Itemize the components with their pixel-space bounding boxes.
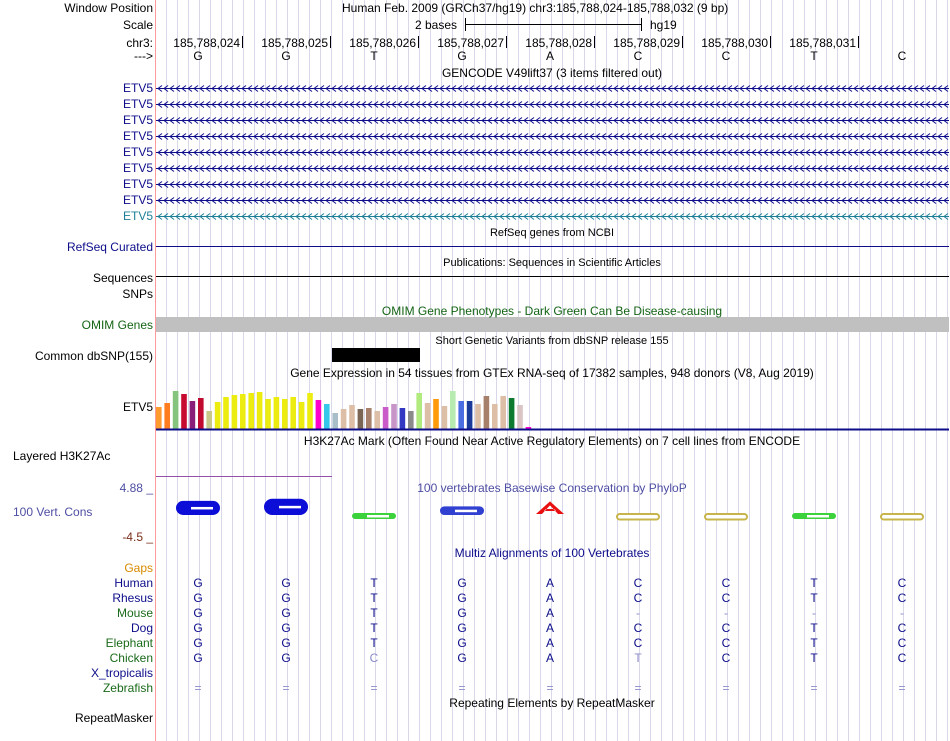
conservation-glyph-notch (191, 507, 213, 510)
alignment-base: = (810, 681, 818, 695)
gtex-tissue-bar (383, 407, 389, 429)
gencode-transcript-label[interactable]: ETV5 (122, 97, 153, 111)
repeatmasker-label[interactable]: RepeatMasker (74, 711, 153, 725)
gencode-transcript-label[interactable]: ETV5 (122, 113, 153, 127)
gtex-tissue-bar (475, 404, 481, 429)
gtex-tissue-bar (484, 396, 490, 429)
gtex-tissue-bar (450, 391, 456, 429)
conservation-glyph-notch (279, 506, 301, 509)
alignment-base: C (633, 636, 643, 650)
gtex-title: Gene Expression in 54 tissues from GTEx RNA-seq of 17382 samples, 948 donors (V8, Aug 2019) (290, 366, 814, 380)
gtex-tissue-bar (190, 401, 196, 429)
species-label[interactable]: Human (114, 576, 153, 590)
gtex-tissue-bar (307, 393, 313, 429)
gtex-tissue-bar (240, 394, 246, 429)
alignment-base: T (370, 606, 378, 620)
alignment-base: - (900, 606, 904, 620)
alignment-base: A (545, 591, 555, 605)
alignment-base: = (458, 681, 466, 695)
alignment-base: = (370, 681, 378, 695)
gtex-tissue-bar (467, 401, 473, 429)
gtex-tissue-bar (492, 404, 498, 429)
alignment-base: G (457, 621, 467, 635)
gtex-tissue-bar (391, 404, 397, 429)
alignment-base: T (634, 651, 642, 665)
reference-base: T (810, 49, 818, 63)
gtex-tissue-bar (517, 405, 523, 429)
snps-label[interactable]: SNPs (122, 287, 153, 301)
species-label[interactable]: Rhesus (112, 591, 153, 605)
species-label[interactable]: Mouse (116, 606, 153, 620)
alignment-base: T (810, 576, 818, 590)
alignment-base: = (546, 681, 554, 695)
alignment-base: = (282, 681, 290, 695)
alignment-base: T (810, 651, 818, 665)
gtex-tissue-bar (156, 407, 162, 429)
alignment-base: G (457, 576, 467, 590)
conservation-glyph-notch (455, 510, 477, 513)
alignment-base: = (634, 681, 642, 695)
position-tick: 185,788,030 (701, 36, 768, 50)
gtex-tissue-bar (290, 397, 296, 429)
gtex-tissue-bar (274, 397, 280, 429)
gtex-tissue-bar (332, 413, 338, 429)
alignment-base: G (281, 591, 291, 605)
alignment-base: A (545, 636, 555, 650)
gtex-tissue-bar (374, 411, 380, 429)
alignment-base: T (370, 576, 378, 590)
alignment-base: T (370, 591, 378, 605)
gencode-transcript-label[interactable]: ETV5 (122, 209, 153, 223)
gtex-tissue-bar (509, 398, 515, 429)
alignment-base: T (810, 636, 818, 650)
conservation-glyph (881, 514, 923, 520)
reference-base: A (545, 49, 555, 63)
alignment-base: G (193, 621, 203, 635)
gtex-tissue-bar (181, 394, 187, 429)
conservation-title: 100 vertebrates Basewise Conservation by PhyloP (417, 481, 687, 495)
alignment-base: C (721, 576, 731, 590)
gtex-tissue-bar (408, 411, 414, 429)
alignment-base: A (545, 576, 555, 590)
gtex-tissue-bar (299, 402, 305, 429)
gencode-transcript-label[interactable]: ETV5 (122, 193, 153, 207)
dbsnp-title: Short Genetic Variants from dbSNP release 155 (435, 335, 669, 347)
gtex-tissue-bar (366, 408, 372, 429)
gtex-tissue-bar (265, 399, 271, 429)
reference-base: C (897, 49, 907, 63)
alignment-base: - (812, 606, 816, 620)
conservation-glyph-notch (367, 515, 389, 518)
repeatmasker-title: Repeating Elements by RepeatMasker (449, 696, 655, 710)
gtex-tissue-bar (400, 408, 406, 429)
alignment-base: G (281, 606, 291, 620)
alignment-base: G (457, 636, 467, 650)
alignment-base: G (193, 636, 203, 650)
alignment-base: C (633, 621, 643, 635)
position-tick: 185,788,026 (349, 36, 416, 50)
gtex-tissue-bar (458, 401, 464, 429)
gtex-tissue-bar (206, 411, 212, 429)
alignment-base: C (721, 636, 731, 650)
gtex-gene-label[interactable]: ETV5 (122, 400, 153, 414)
alignment-base: C (897, 576, 907, 590)
strand-arrow: ---> (134, 49, 153, 63)
omim-genes-label[interactable]: OMIM Genes (81, 318, 153, 332)
alignment-base: T (810, 591, 818, 605)
species-label[interactable]: Zebrafish (102, 681, 153, 695)
assembly-label: hg19 (650, 18, 677, 32)
sequences-label[interactable]: Sequences (92, 271, 153, 285)
alignment-base: = (194, 681, 202, 695)
publications-title: Publications: Sequences in Scientific Articles (443, 257, 661, 269)
position-tick: 185,788,029 (613, 36, 680, 50)
alignment-base: G (457, 591, 467, 605)
alignment-base: C (897, 621, 907, 635)
alignment-base: - (636, 606, 640, 620)
gtex-tissue-bar (198, 398, 204, 429)
alignment-base: G (193, 651, 203, 665)
gtex-tissue-bar (500, 396, 506, 429)
conservation-label[interactable]: 100 Vert. Cons (13, 505, 93, 519)
alignment-base: C (633, 591, 643, 605)
position-tick: 185,788,024 (173, 36, 240, 50)
reference-base: G (193, 49, 203, 63)
alignment-base: G (281, 621, 291, 635)
window-position-text: Human Feb. 2009 (GRCh37/hg19) chr3:185,788,024-185,788,032 (9 bp) (342, 1, 729, 15)
gtex-tissue-bar (425, 403, 431, 429)
alignment-base: C (721, 621, 731, 635)
gencode-transcript-label[interactable]: ETV5 (122, 161, 153, 175)
conservation-glyph (705, 514, 747, 520)
reference-base: G (457, 49, 467, 63)
chr-label: chr3: (126, 36, 153, 50)
alignment-base: A (545, 651, 555, 665)
gtex-tissue-bar (316, 400, 322, 429)
species-label[interactable]: Chicken (109, 651, 153, 665)
alignment-base: G (193, 606, 203, 620)
conservation-max: 4.88 _ (119, 481, 153, 495)
alignment-base: C (897, 636, 907, 650)
position-tick: 185,788,031 (789, 36, 856, 50)
refseq-title: RefSeq genes from NCBI (489, 227, 615, 239)
gencode-transcript-label[interactable]: ETV5 (122, 129, 153, 143)
gtex-tissue-bar (358, 409, 364, 429)
scale-label: Scale (122, 18, 153, 32)
alignment-base: G (457, 651, 467, 665)
position-tick: 185,788,025 (261, 36, 328, 50)
conservation-glyph (617, 514, 659, 520)
gencode-transcript-label[interactable]: ETV5 (122, 145, 153, 159)
gtex-tissue-bar (223, 397, 229, 429)
gtex-tissue-bar (416, 393, 422, 429)
alignment-base: A (545, 621, 555, 635)
reference-base: T (370, 49, 378, 63)
species-label[interactable]: Elephant (105, 636, 153, 650)
alignment-base: G (457, 606, 467, 620)
dbsnp-variant (332, 348, 420, 362)
layered-h3k27ac-label[interactable]: Layered H3K27Ac (13, 449, 111, 463)
alignment-base: T (810, 621, 818, 635)
alignment-base: C (897, 591, 907, 605)
omim-gene-bar (156, 317, 949, 332)
alignment-base: C (633, 576, 643, 590)
alignment-base: C (369, 651, 379, 665)
gencode-title: GENCODE V49lift37 (3 items filtered out) (441, 66, 663, 80)
scale-text: 2 bases (415, 18, 458, 32)
gtex-tissue-bar (257, 392, 263, 429)
alignment-base: G (281, 576, 291, 590)
alignment-base: C (721, 651, 731, 665)
alignment-base: - (724, 606, 728, 620)
gaps-label[interactable]: Gaps (124, 561, 153, 575)
refseq-curated-label[interactable]: RefSeq Curated (66, 240, 153, 254)
gtex-tissue-bar (349, 405, 355, 429)
gtex-tissue-bar (173, 391, 179, 429)
alignment-base: G (281, 636, 291, 650)
multiz-title: Multiz Alignments of 100 Vertebrates (454, 546, 650, 560)
gencode-transcript-label[interactable]: ETV5 (122, 177, 153, 191)
gtex-tissue-bar (433, 399, 439, 429)
h3k27ac-title: H3K27Ac Mark (Often Found Near Active Regulatory Elements) on 7 cell lines from ENCODE (303, 434, 801, 448)
reference-base: C (633, 49, 643, 63)
alignment-base: T (370, 636, 378, 650)
gtex-tissue-bar (341, 409, 347, 429)
position-tick: 185,788,028 (525, 36, 592, 50)
common-dbsnp-label[interactable]: Common dbSNP(155) (34, 349, 153, 363)
alignment-base: C (897, 651, 907, 665)
alignment-base: = (898, 681, 906, 695)
alignment-base: T (370, 621, 378, 635)
gtex-tissue-bar (164, 403, 170, 429)
gtex-tissue-bar (442, 406, 448, 429)
gtex-tissue-bar (248, 393, 254, 429)
gencode-transcript-label[interactable]: ETV5 (122, 81, 153, 95)
species-label[interactable]: X_tropicalis (90, 666, 153, 680)
omim-title: OMIM Gene Phenotypes - Dark Green Can Be Disease-causing (381, 304, 723, 318)
reference-base: C (721, 49, 731, 63)
alignment-base: A (545, 606, 555, 620)
alignment-base: C (721, 591, 731, 605)
gtex-tissue-bar (215, 402, 221, 429)
gtex-tissue-bar (282, 399, 288, 429)
conservation-glyph-notch (807, 515, 829, 518)
alignment-base: G (193, 576, 203, 590)
conservation-min: -4.5 _ (122, 530, 153, 544)
window-position-label: Window Position (64, 1, 153, 15)
species-label[interactable]: Dog (130, 621, 153, 635)
gtex-tissue-bar (324, 404, 330, 429)
alignment-base: = (722, 681, 730, 695)
position-tick: 185,788,027 (437, 36, 504, 50)
gtex-tissue-bar (232, 395, 238, 429)
alignment-base: G (193, 591, 203, 605)
reference-base: G (281, 49, 291, 63)
alignment-base: G (281, 651, 291, 665)
